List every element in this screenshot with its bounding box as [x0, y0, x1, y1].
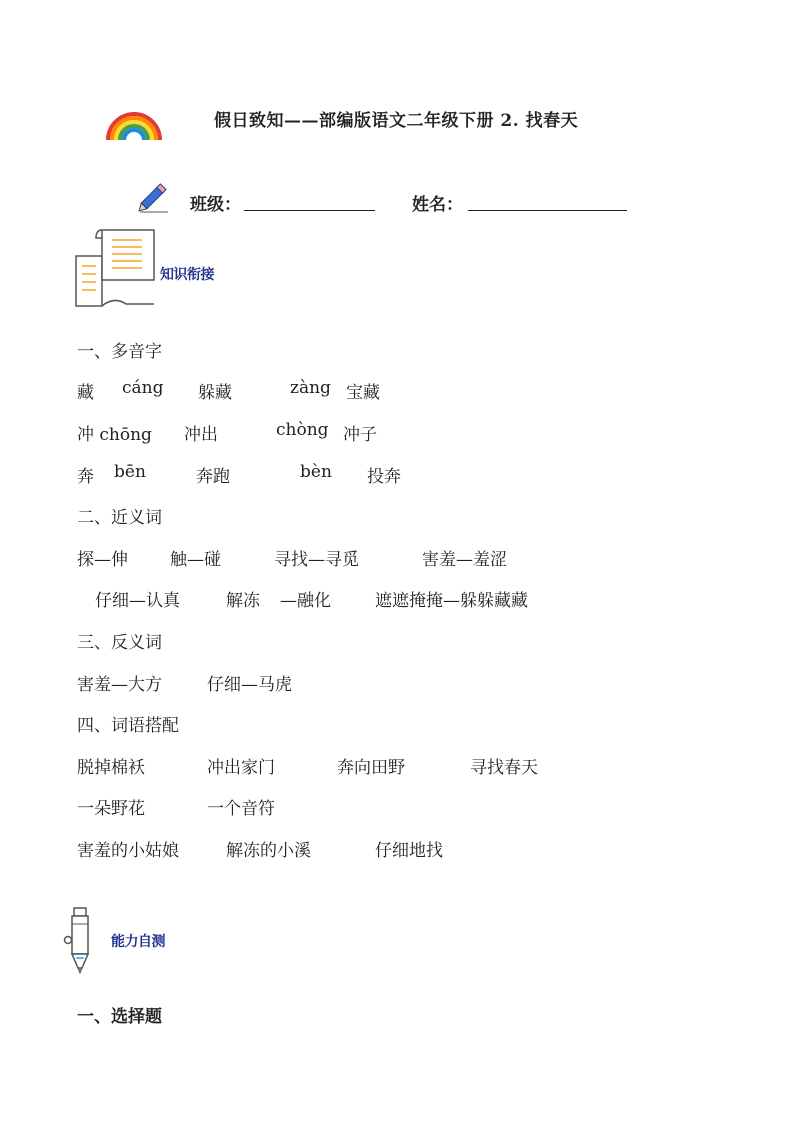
heading-antonyms: 三、反义词: [77, 633, 162, 653]
row-text: 遮遮掩掩—躲躲藏藏: [375, 591, 528, 611]
heading-collocations: 四、词语搭配: [77, 716, 179, 736]
row-text: 冲出家门: [207, 758, 275, 778]
row-text: 奔向田野: [337, 758, 405, 778]
heading-multiple-choice: 一、选择题: [77, 1007, 162, 1027]
class-field[interactable]: [244, 210, 375, 211]
scroll-icon: [74, 226, 158, 310]
row-text: 害羞—大方: [77, 675, 162, 695]
row-text: 脱掉棉袄: [77, 758, 145, 778]
row-text: —融化: [280, 591, 331, 611]
row-text: bèn: [300, 462, 332, 482]
row-text: 仔细—认真: [95, 591, 180, 611]
row-text: 害羞—羞涩: [422, 550, 507, 570]
pencil-icon: [136, 180, 172, 214]
page-title: 假日致知——部编版语文二年级下册 2. 找春天: [214, 111, 579, 131]
row-text: 触—碰: [170, 550, 221, 570]
row-text: 藏: [77, 383, 94, 403]
heading-polyphone: 一、多音字: [77, 342, 162, 362]
row-text: 解冻的小溪: [226, 841, 311, 861]
row-text: 仔细地找: [375, 841, 443, 861]
rainbow-icon: [104, 106, 164, 142]
row-text: chòng: [276, 420, 329, 440]
row-text: 冲 chōng: [77, 425, 152, 445]
row-text: zàng: [290, 378, 331, 398]
row-text: 奔: [77, 467, 94, 487]
row-text: 冲出: [184, 425, 218, 445]
row-text: 仔细—马虎: [207, 675, 292, 695]
row-text: cáng: [122, 378, 164, 398]
row-text: 解冻: [226, 591, 260, 611]
row-text: 投奔: [367, 467, 401, 487]
pen-icon: [63, 906, 93, 976]
heading-synonyms: 二、近义词: [77, 508, 162, 528]
row-text: 寻找春天: [470, 758, 538, 778]
row-text: bēn: [114, 462, 146, 482]
row-text: 害羞的小姑娘: [77, 841, 179, 861]
row-text: 一朵野花: [77, 799, 145, 819]
row-text: 冲子: [343, 425, 377, 445]
name-label: 姓名：: [412, 195, 463, 215]
row-text: 寻找—寻觅: [274, 550, 359, 570]
row-text: 躲藏: [198, 383, 232, 403]
section-title-ability: 能力自测: [111, 934, 165, 950]
row-text: 宝藏: [346, 383, 380, 403]
section-title-knowledge: 知识衔接: [160, 267, 214, 283]
row-text: 奔跑: [196, 467, 230, 487]
name-field[interactable]: [468, 210, 627, 211]
row-text: 探—伸: [77, 550, 128, 570]
class-label: 班级：: [190, 195, 241, 215]
row-text: 一个音符: [207, 799, 275, 819]
